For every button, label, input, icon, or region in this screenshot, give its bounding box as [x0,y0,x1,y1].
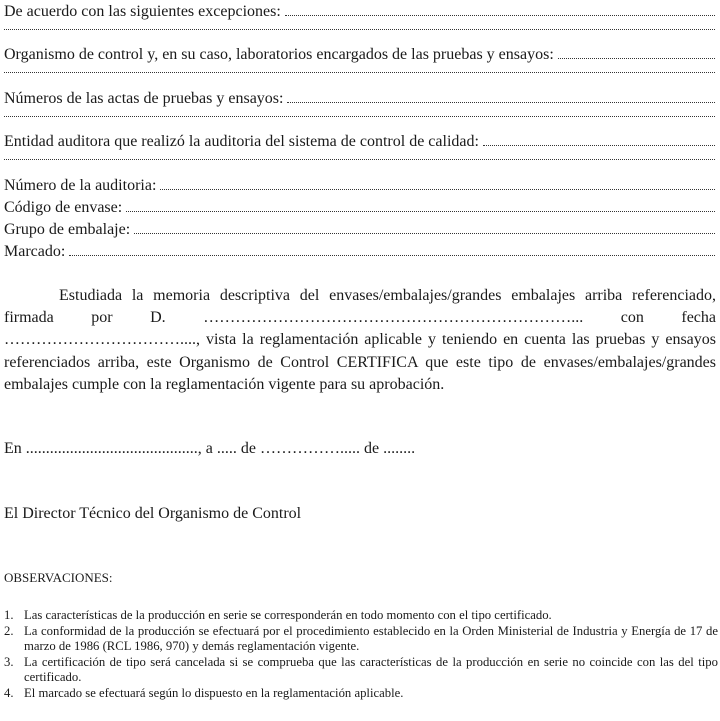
place-date-line[interactable]: En ..........................................., a ..... de ……………..... de ........ [4,440,416,457]
audit-entity-field[interactable] [4,133,715,151]
certification-paragraph: Estudiada la memoria descriptiva del envases/embalajes/grandes embalajes arriba referenciado, firmada por D. ……………………………………………………………... con fecha ……………………………...., vista la reglamentación aplicable y teniendo en cuenta las pruebas y ensayos referenciados arriba, este Organismo de Control CERTIFICA que este tipo de envases/embalajes/grandes embalajes cumple con la reglamentación vigente para su aprobación. [4,287,716,393]
packing-group-dotted-line [134,221,715,234]
package-code-dotted-line [126,199,715,212]
exceptions-field[interactable] [4,3,715,21]
observation-text: Las características de la producción en serie se corresponderán en todo momento con el tipo certificado. [24,608,552,622]
test-reports-continuation-line [4,116,715,117]
control-body-dotted-line [558,46,715,59]
signatory-title: El Director Técnico del Organismo de Control [4,505,302,522]
audit-entity-label: Entidad auditora que realizó la auditoria del sistema de control de calidad: [4,133,479,150]
control-body-continuation-line [4,72,715,73]
observation-item [4,686,718,702]
test-reports-label: Números de las actas de pruebas y ensayos: [4,90,284,107]
observation-number: 2. [4,623,14,638]
audit-number-label: Número de la auditoria: [4,177,157,194]
marking-dotted-line [69,243,715,256]
observation-number: 1. [4,608,14,622]
observation-number: 3. [4,654,14,669]
marking-label: Marcado: [4,243,66,260]
exceptions-label: De acuerdo con las siguientes excepciones: [4,3,281,20]
packing-group-label: Grupo de embalaje: [4,221,131,238]
test-reports-field[interactable] [4,90,715,108]
control-body-field[interactable] [4,46,715,64]
test-reports-dotted-line [287,90,715,103]
observation-text: La certificación de tipo será cancelada si se comprueba que las características de la producción en serie no coincide con las del tipo certificado. [24,654,718,685]
observation-item [4,608,718,624]
package-code-label: Código de envase: [4,199,123,216]
exceptions-dotted-line [285,3,715,16]
observation-item [4,624,718,655]
observation-text: La conformidad de la producción se efectuará por el procedimiento establecido en la Orden Ministerial de Industria y Energía de 17 de marzo de 1986 (RCL 1986, 970) y demás reglamentación vigente. [24,623,718,654]
observations-title: OBSERVACIONES: [4,570,113,585]
observation-item [4,655,718,686]
audit-number-field[interactable] [4,177,715,195]
control-body-label: Organismo de control y, en su caso, laboratorios encargados de las pruebas y ensayos: [4,46,554,63]
audit-entity-continuation-line [4,159,715,160]
packing-group-field[interactable] [4,221,715,239]
audit-entity-dotted-line [483,133,715,146]
observation-text: El marcado se efectuará según lo dispuesto en la reglamentación aplicable. [24,685,404,700]
marking-field[interactable] [4,243,715,261]
package-code-field[interactable] [4,199,715,217]
observation-number: 4. [4,685,14,700]
observations-list [4,608,718,702]
exceptions-continuation-line [4,29,715,30]
audit-number-dotted-line [160,177,715,190]
